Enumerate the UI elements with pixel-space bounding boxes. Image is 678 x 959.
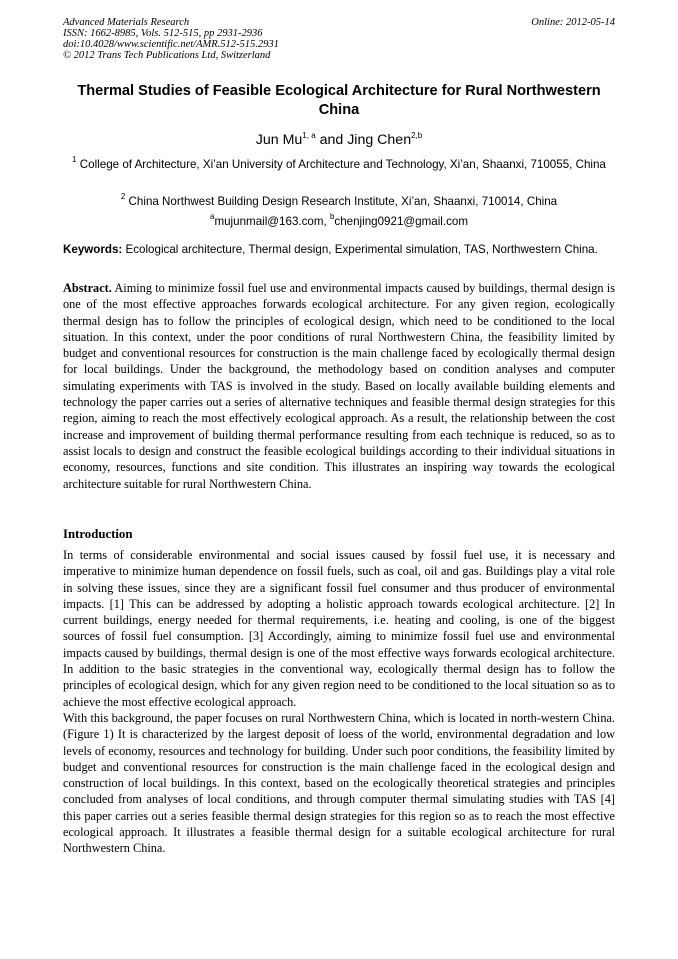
affiliation-text: China Northwest Building Design Research Institute, Xi’an, Shaanxi, 710014, China — [128, 195, 558, 208]
author-affiliation-mark: 1, a — [302, 131, 316, 140]
online-date: Online: 2012-05-14 — [531, 17, 615, 28]
publication-meta — [63, 17, 615, 61]
abstract-text: Aiming to minimize fossil fuel use and environmental impacts caused by buildings, thermal design is one of the most effective approaches forwards ecological architecture. For any given region, ecologically thermal design has to follow the principles of ecological design, which need to be conditioned to the local situation. In this context, under the poor conditions of rural Northwestern China, the feasibility limited by budget and conventional resources for construction is the main challenge faced by ecologically thermal design for local buildings. Under the background, the methodology based on condition analyses and computer simulating experiments with TAS is involved in the study. Based on locally available building elements and technology the paper carries out a series of alternative techniques and feasible thermal design strategies for this region, aiming to reach the most effectively ecological approach. As a result, the relationship between the cost increase and improvement of building thermal performance resulting from each technique is reduced, so as to assist locals to design and construct the feasible ecological buildings according to their individual situations in economy, resources, functions and site condition. This illustrates an inspiring way towards the ecological architecture suitable for rural Northwestern China. — [63, 281, 615, 491]
doi-line: doi:10.4028/www.scientific.net/AMR.512-515.2931 — [63, 39, 279, 50]
email-address: mujunmail@163.com, — [214, 215, 330, 228]
section-heading: Introduction — [63, 527, 133, 541]
paragraph: With this background, the paper focuses on rural Northwestern China, which is located in north-western China. (Figure 1) It is characterized by the largest deposit of loess of the world, environmental degradation and low levels of economy, resources and technology for building. Under such poor conditions, the feasibility limited by budget and conventional resources for construction is the main challenge faced in the ecological design and construction of local buildings. In this context, based on the ecologically theoretical strategies and principles concluded from analyses of local conditions, and through computer thermal simulating studies with TAS [4] this paper carries out a series feasible thermal design strategies for this region so as to reach the most effective ecological approach. It illustrates a feasible thermal design for a suitable ecological architecture for rural Northwestern China. — [63, 710, 615, 856]
author-conjunction: and — [315, 132, 348, 148]
paragraph: In terms of considerable environmental and social issues caused by fossil fuel use, it is necessary and imperative to minimize human dependence on fossil fuels, such as coal, oil and gas. Buildings play a vital role in solving these issues, since they are a significant fossil fuel consumer and thus producer of environmental impacts. [1] This can be addressed by adopting a holistic approach towards ecological architecture. [2] In current buildings, energy needed for thermal requirements, i.e. heating and cooling, is one of the biggest sources of fossil fuel consumption. [3] Accordingly, aiming to minimize fossil fuel use and environmental impacts caused by buildings, thermal design is one of the most effective ways forwards ecological architecture. In addition to the basic strategies in the conventional way, ecologically thermal design has to follow the principles of ecological design, which for any given region need to be conditioned to the local situation so as to achieve the most effective ecological approach. — [63, 548, 615, 709]
keywords-text: Ecological architecture, Thermal design, Experimental simulation, TAS, Northwestern China. — [122, 243, 598, 256]
author-name: Jing Chen — [347, 132, 412, 148]
keywords-label: Keywords: — [63, 243, 123, 256]
affiliation-2 — [63, 193, 615, 210]
abstract-label: Abstract. — [63, 281, 112, 295]
email-line — [63, 213, 615, 230]
email-mark: a — [210, 212, 215, 221]
paper-title: Thermal Studies of Feasible Ecological Architecture for Rural Northwestern China — [77, 83, 601, 118]
issn-line: ISSN: 1662-8985, Vols. 512-515, pp 2931-2936 — [63, 28, 263, 39]
affiliation-mark: 1 — [72, 155, 77, 164]
abstract — [63, 280, 615, 492]
email-mark: b — [329, 212, 335, 221]
copyright-line: © 2012 Trans Tech Publications Ltd, Switzerland — [63, 50, 271, 61]
affiliation-text: College of Architecture, Xi’an University of Architecture and Technology, Xi’an, Shaanxi, 710055, China — [79, 158, 606, 171]
affiliation-mark: 2 — [120, 192, 126, 201]
journal-name: Advanced Materials Research — [63, 17, 190, 28]
affiliation-1 — [63, 156, 615, 173]
introduction-body — [63, 547, 615, 857]
author-line — [63, 131, 615, 149]
author-name: Jun Mu — [255, 132, 303, 148]
email-address: chenjing0921@gmail.com — [334, 215, 468, 228]
keywords — [63, 242, 615, 257]
author-affiliation-mark: 2,b — [411, 131, 423, 140]
